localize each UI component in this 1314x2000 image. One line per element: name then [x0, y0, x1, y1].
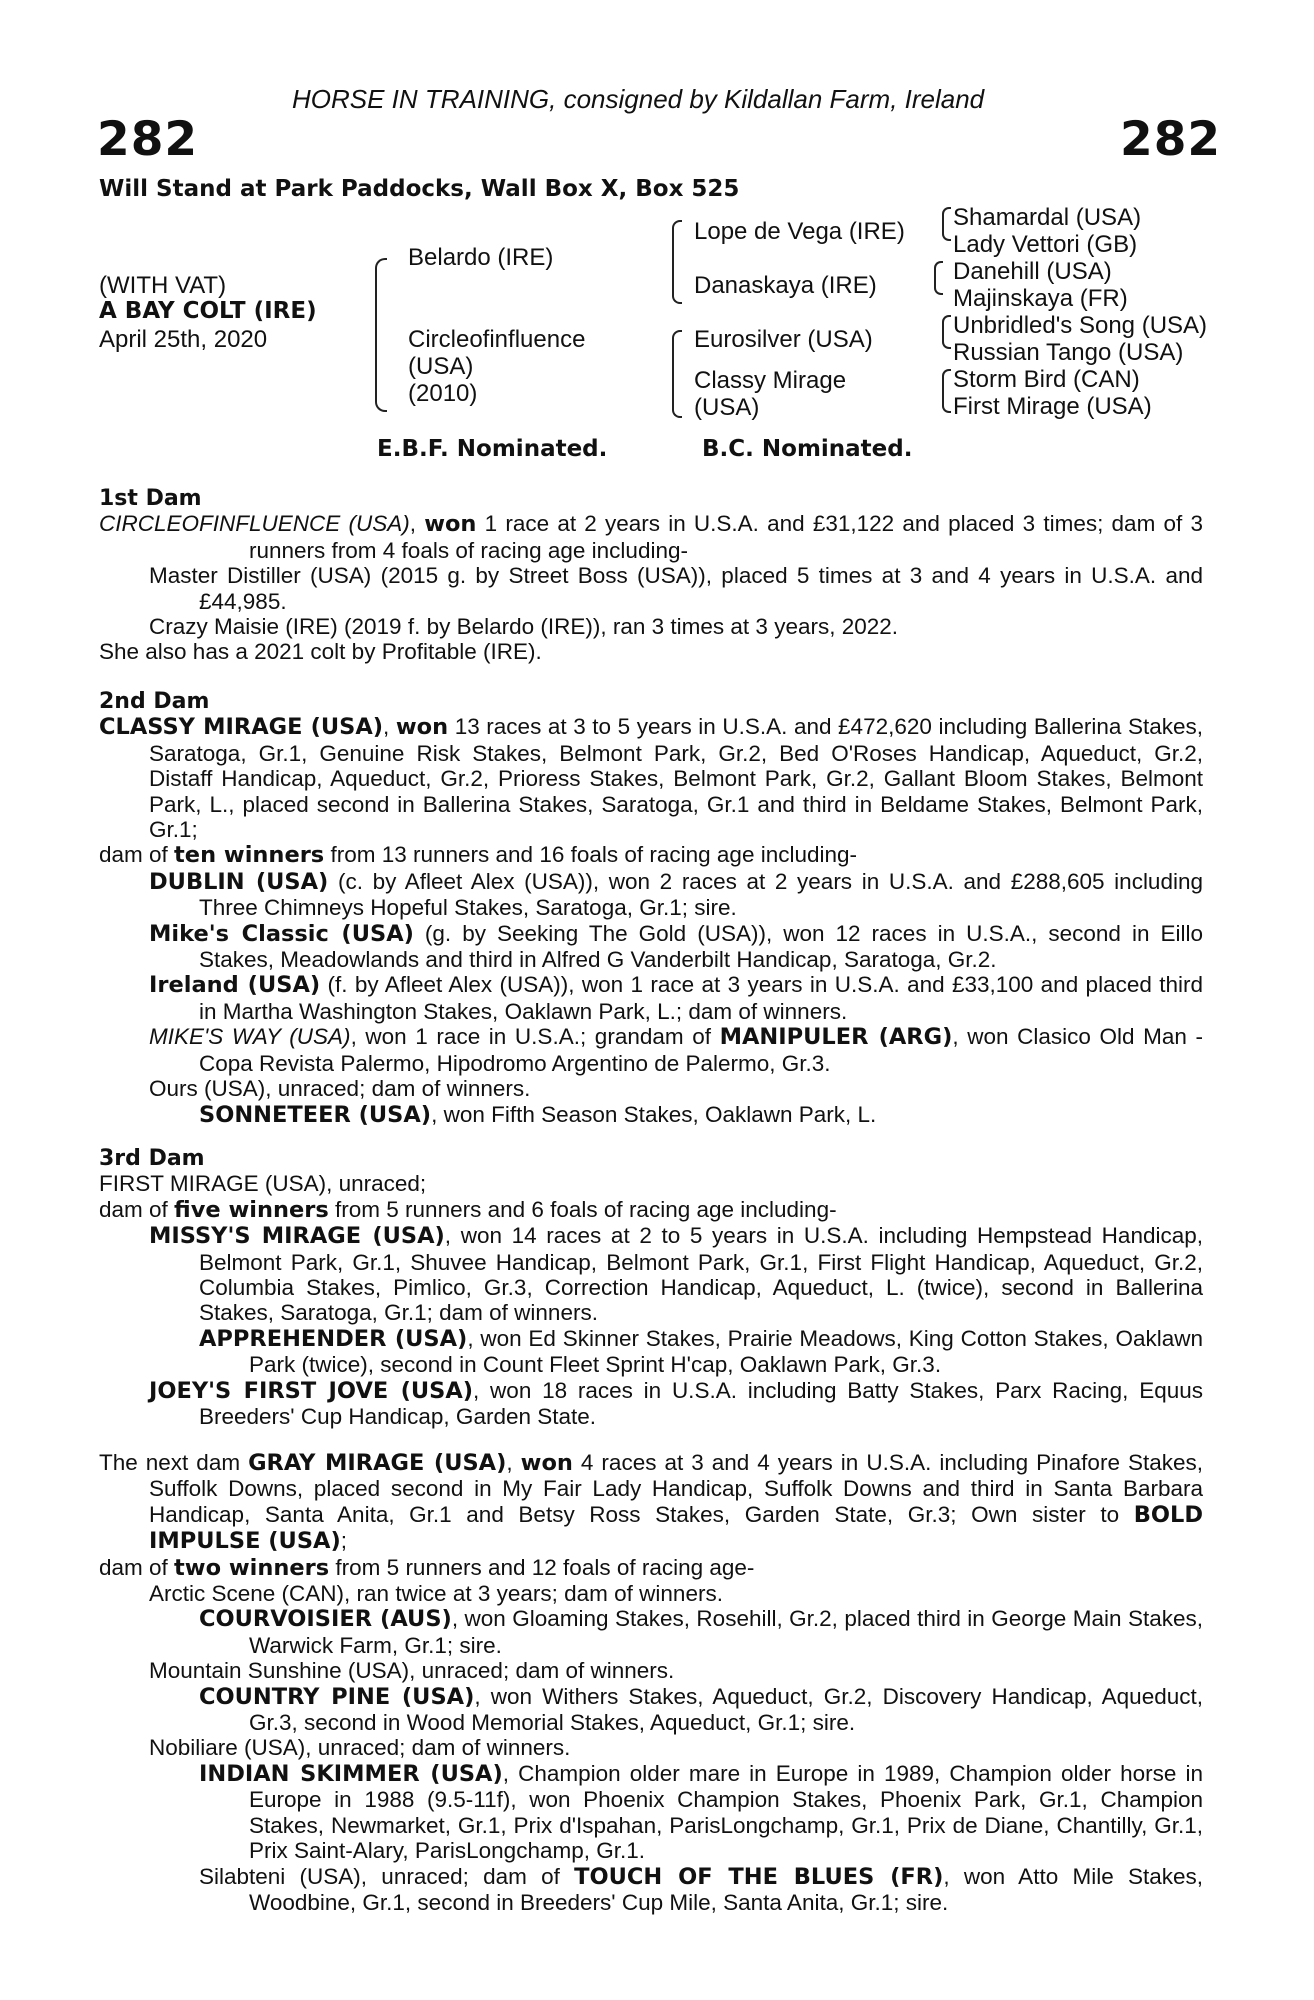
first-dam-title: 1st Dam	[99, 486, 202, 511]
lot-number-left: 282	[97, 112, 199, 167]
second-dam-name: CLASSY MIRAGE (USA)	[99, 714, 384, 741]
dam-name-line2: (USA)	[408, 353, 474, 380]
third-dam-title: 3rd Dam	[99, 1146, 205, 1171]
ancestor-g3-3: Danehill (USA)	[953, 258, 1112, 285]
dam-name-line1: Circleofinfluence	[408, 326, 586, 353]
produce-sub-item: COUNTRY PINE (USA), won Withers Stakes, Aqueduct, Gr.2, Discovery Handicap, Aqueduct, Gr.3, second in Wood Memorial Stakes, Aqueduct, Gr.1; sire.	[199, 1683, 1203, 1736]
next-dam-produce-summary: dam of two winners from 5 runners and 12 foals of racing age-	[99, 1554, 755, 1581]
sire-dam-name: Danaskaya (IRE)	[694, 272, 877, 299]
third-dam-produce-summary: dam of five winners from 5 runners and 6 foals of racing age including-	[99, 1196, 837, 1223]
pedigree-brace	[375, 258, 387, 412]
dam-dam-name-line2: (USA)	[694, 394, 760, 421]
ancestor-g3-2: Lady Vettori (GB)	[953, 231, 1138, 258]
second-dam-record-text: 13 races at 3 to 5 years in U.S.A. and £472,620 including Ballerina Stakes, Saratoga, Gr.1, Genuine Risk Stakes, Belmont Park, Gr.2, Bed O'Roses Handicap, Aqueduct, Gr.2, Distaff Handicap, Aqueduct, Gr.2, Prioress Stakes, Belmont Park, Gr.2, Gallant Bloom Stakes, Belmont Park, L., placed second in Ballerina Stakes, Saratoga, Gr.1 and third in Beldame Stakes, Belmont Park, Gr.1;	[149, 714, 1203, 843]
ancestor-g3-6: Russian Tango (USA)	[953, 339, 1184, 366]
pedigree-brace	[942, 369, 951, 413]
horse-description: A BAY COLT (IRE)	[99, 298, 317, 324]
produce-sub-item: INDIAN SKIMMER (USA), Champion older mare in Europe in 1989, Champion older horse in Europe in 1988 (9.5-11f), won Phoenix Champion Stakes, Phoenix Park, Gr.1, Champion Stakes, Newmarket, Gr.1, Prix d'Ispahan, ParisLongchamp, Gr.1, Prix de Diane, Chantilly, Gr.1, Prix Saint-Alary, ParisLongchamp, Gr.1.	[199, 1760, 1203, 1864]
third-dam-section	[99, 1146, 1203, 1429]
produce-note: She also has a 2021 colt by Profitable (IRE).	[99, 639, 542, 665]
produce-sub-item: SONNETEER (USA), won Fifth Season Stakes, Oaklawn Park, L.	[199, 1101, 877, 1128]
first-dam-section	[99, 486, 1203, 665]
bc-nominated: B.C. Nominated.	[702, 436, 913, 462]
ancestor-g3-1: Shamardal (USA)	[953, 204, 1142, 231]
pedigree-brace	[672, 220, 682, 304]
vat-note: (WITH VAT)	[99, 272, 227, 299]
produce-item: Mike's Classic (USA) (g. by Seeking The Gold (USA)), won 12 races in U.S.A., second in Eillo Stakes, Meadowlands and third in Alfred G Vanderbilt Handicap, Saratoga, Gr.2.	[149, 920, 1204, 973]
dam-foaled-year: (2010)	[408, 380, 478, 407]
third-dam-record: FIRST MIRAGE (USA), unraced;	[99, 1171, 427, 1197]
ancestor-g3-7: Storm Bird (CAN)	[953, 366, 1140, 393]
foaling-date: April 25th, 2020	[99, 326, 268, 353]
first-dam-record: CIRCLEOFINFLUENCE (USA), won 1 race at 2 years in U.S.A. and £31,122 and placed 3 times; dam of 3 runners from 4 foals of racing age including-	[99, 511, 1203, 563]
produce-item: MISSY'S MIRAGE (USA), won 14 races at 2 to 5 years in U.S.A. including Hempstead Handicap, Belmont Park, Gr.1, Shuvee Handicap, Belmont Park, Gr.1, First Flight Handicap, Aqueduct, Gr.2, Columbia Stakes, Pimlico, Gr.3, Correction Handicap, Aqueduct, L. (twice), second in Ballerina Stakes, Saratoga, Gr.1; dam of winners.	[149, 1223, 1203, 1326]
second-dam-record: CLASSY MIRAGE (USA), won 13 races at 3 to 5 years in U.S.A. and £472,620 including Ballerina Stakes, Saratoga, Gr.1, Genuine Risk Stakes, Belmont Park, Gr.2, Bed O'Roses Handicap, Aqueduct, Gr.2, Distaff Handicap, Aqueduct, Gr.2, Prioress Stakes, Belmont Park, Gr.2, Gallant Bloom Stakes, Belmont Park, L., placed second in Ballerina Stakes, Saratoga, Gr.1 and third in Beldame Stakes, Belmont Park, Gr.1;	[99, 714, 1203, 843]
produce-item: Ours (USA), unraced; dam of winners.	[149, 1076, 531, 1102]
first-dam-record-text: 1 race at 2 years in U.S.A. and £31,122 and placed 3 times; dam of 3 runners from 4 foals of racing age including-	[249, 511, 1203, 563]
pedigree-brace	[672, 330, 682, 418]
sire-sire-name: Lope de Vega (IRE)	[694, 218, 905, 245]
sire-name: Belardo (IRE)	[408, 244, 554, 271]
ancestor-g3-5: Unbridled's Song (USA)	[953, 312, 1208, 339]
ebf-nominated: E.B.F. Nominated.	[377, 436, 608, 462]
dam-sire-name: Eurosilver (USA)	[694, 326, 873, 353]
second-dam-produce-summary: dam of ten winners from 13 runners and 16 foals of racing age including-	[99, 842, 858, 869]
next-dam-record: The next dam GRAY MIRAGE (USA), won 4 races at 3 and 4 years in U.S.A. including Pinafore Stakes, Suffolk Downs, placed second in My Fair Lady Handicap, Suffolk Downs and third in Santa Barbara Handicap, Santa Anita, Gr.1 and Betsy Ross Stakes, Garden State, Gr.3; Own sister to BOLD IMPULSE (USA);	[99, 1450, 1203, 1555]
next-dam-section	[99, 1450, 1203, 1915]
produce-item: Arctic Scene (CAN), ran twice at 3 years; dam of winners.	[149, 1581, 723, 1607]
produce-item: Nobiliare (USA), unraced; dam of winners.	[149, 1735, 571, 1761]
pedigree-brace	[942, 207, 951, 241]
dam-dam-name-line1: Classy Mirage	[694, 367, 847, 394]
first-dam-name: CIRCLEOFINFLUENCE (USA)	[99, 511, 410, 537]
produce-item: Ireland (USA) (f. by Afleet Alex (USA)), won 1 race at 3 years in U.S.A. and £33,100 and placed third in Martha Washington Stakes, Oaklawn Park, L.; dam of winners.	[149, 972, 1203, 1024]
produce-sub-item: APPREHENDER (USA), won Ed Skinner Stakes, Prairie Meadows, King Cotton Stakes, Oaklawn Park (twice), second in Count Fleet Sprint H'cap, Oaklawn Park, Gr.3.	[199, 1325, 1204, 1378]
produce-item: Crazy Maisie (IRE) (2019 f. by Belardo (IRE)), ran 3 times at 3 years, 2022.	[149, 614, 899, 640]
ancestor-g3-4: Majinskaya (FR)	[953, 285, 1128, 312]
produce-item: MIKE'S WAY (USA), won 1 race in U.S.A.; grandam of MANIPULER (ARG), won Clasico Old Man - Copa Revista Palermo, Hipodromo Argentino de Palermo, Gr.3.	[149, 1024, 1203, 1076]
lot-number-right: 282	[1120, 112, 1222, 167]
second-dam-section	[99, 689, 1203, 1128]
produce-item: DUBLIN (USA) (c. by Afleet Alex (USA)), won 2 races at 2 years in U.S.A. and £288,605 including Three Chimneys Hopeful Stakes, Saratoga, Gr.1; sire.	[149, 868, 1203, 921]
produce-item: Mountain Sunshine (USA), unraced; dam of winners.	[149, 1658, 675, 1684]
ancestor-g3-8: First Mirage (USA)	[953, 393, 1152, 420]
consignment-header: HORSE IN TRAINING, consigned by Kildallan Farm, Ireland	[292, 84, 985, 114]
won-label: won	[424, 511, 477, 538]
produce-sub-item: Silabteni (USA), unraced; dam of TOUCH OF THE BLUES (FR), won Atto Mile Stakes, Woodbine, Gr.1, second in Breeders' Cup Mile, Santa Anita, Gr.1; sire.	[199, 1863, 1203, 1915]
second-dam-title: 2nd Dam	[99, 689, 210, 714]
produce-sub-item: COURVOISIER (AUS), won Gloaming Stakes, Rosehill, Gr.2, placed third in George Main Stakes, Warwick Farm, Gr.1; sire.	[199, 1606, 1203, 1658]
won-label: won	[395, 714, 449, 741]
produce-item: Master Distiller (USA) (2015 g. by Street Boss (USA)), placed 5 times at 3 and 4 years in U.S.A. and £44,985.	[149, 563, 1203, 614]
pedigree-brace	[934, 261, 943, 295]
stand-location: Will Stand at Park Paddocks, Wall Box X, Box 525	[99, 176, 740, 202]
produce-item: JOEY'S FIRST JOVE (USA), won 18 races in U.S.A. including Batty Stakes, Parx Racing, Equus Breeders' Cup Handicap, Garden State.	[149, 1377, 1203, 1430]
pedigree-brace	[942, 315, 951, 349]
